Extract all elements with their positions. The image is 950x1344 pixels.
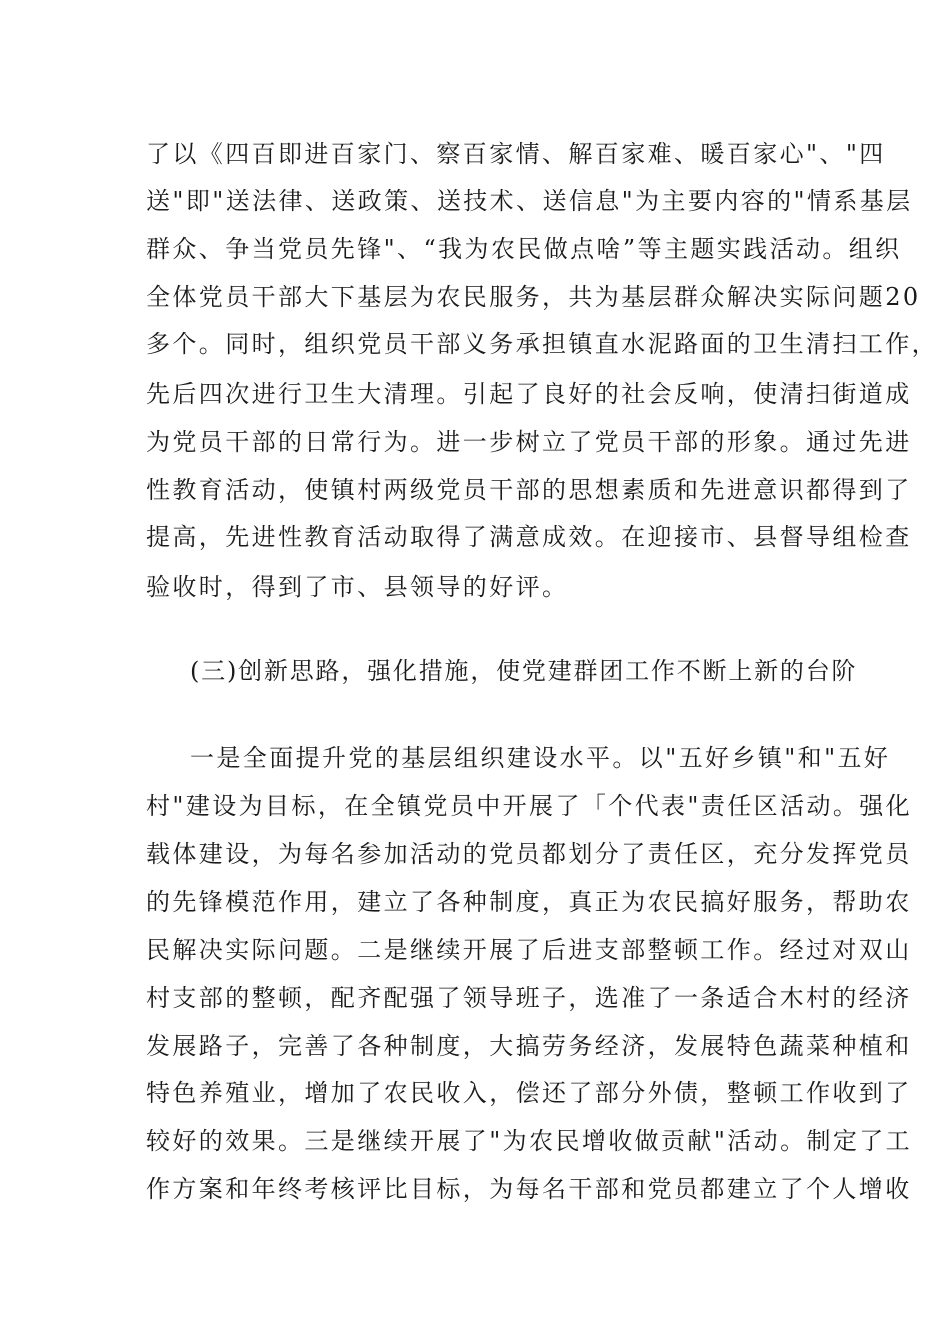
paragraph-2-line: 民解决实际问题。二是继续开展了后进支部整顿工作。经过对双山 bbox=[146, 936, 912, 964]
paragraph-1-line: 送"即"送法律、送政策、送技术、送信息"为主要内容的"情系基层 bbox=[146, 187, 913, 215]
paragraph-2-line: 发展路子，完善了各种制度，大搞劳务经济，发展特色蔬菜种植和 bbox=[146, 1032, 912, 1060]
paragraph-1-line: 验收时，得到了市、县领导的好评。 bbox=[146, 573, 569, 601]
paragraph-1-line: 了以《四百即进百家门、察百家情、解百家难、暖百家心"、"四 bbox=[146, 140, 886, 168]
paragraph-1-line: 性教育活动，使镇村两级党员干部的思想素质和先进意识都得到了 bbox=[146, 476, 912, 504]
paragraph-2-line: 的先锋模范作用，建立了各种制度，真正为农民搞好服务，帮助农 bbox=[146, 888, 912, 916]
paragraph-2-line: 较好的效果。三是继续开展了"为农民增收做贡献"活动。制定了工 bbox=[146, 1127, 913, 1155]
paragraph-2-line: 载体建设，为每名参加活动的党员都划分了责任区，充分发挥党员 bbox=[146, 840, 912, 868]
paragraph-2-line: 特色养殖业，增加了农民收入，偿还了部分外债，整顿工作收到了 bbox=[146, 1079, 912, 1107]
section-heading: (三)创新思路，强化措施，使党建群团工作不断上新的台阶 bbox=[190, 657, 858, 685]
paragraph-2-line: 村支部的整顿，配齐配强了领导班子，选准了一条适合木村的经济 bbox=[146, 984, 912, 1012]
paragraph-1-line: 提高，先进性教育活动取得了满意成效。在迎接市、县督导组检查 bbox=[146, 523, 912, 551]
paragraph-1-line: 为党员干部的日常行为。进一步树立了党员干部的形象。通过先进 bbox=[146, 428, 912, 456]
paragraph-2-line: 作方案和年终考核评比目标，为每名干部和党员都建立了个人增收 bbox=[146, 1175, 912, 1203]
paragraph-1-line: 全体党员干部大下基层为农民服务，共为基层群众解决实际问题20 bbox=[146, 283, 921, 311]
paragraph-1-line: 多个。同时，组织党员干部义务承担镇直水泥路面的卫生清扫工作， bbox=[146, 330, 938, 358]
paragraph-2-line: 村"建设为目标，在全镇党员中开展了「个代表"责任区活动。强化 bbox=[146, 792, 913, 820]
paragraph-1-line: 先后四次进行卫生大清理。引起了良好的社会反响，使清扫街道成 bbox=[146, 380, 912, 408]
paragraph-1-line: 群众、争当党员先锋"、“我为农民做点啥”等主题实践活动。组织 bbox=[146, 235, 902, 263]
paragraph-2-line: 一是全面提升党的基层组织建设水平。以"五好乡镇"和"五好 bbox=[190, 744, 891, 772]
